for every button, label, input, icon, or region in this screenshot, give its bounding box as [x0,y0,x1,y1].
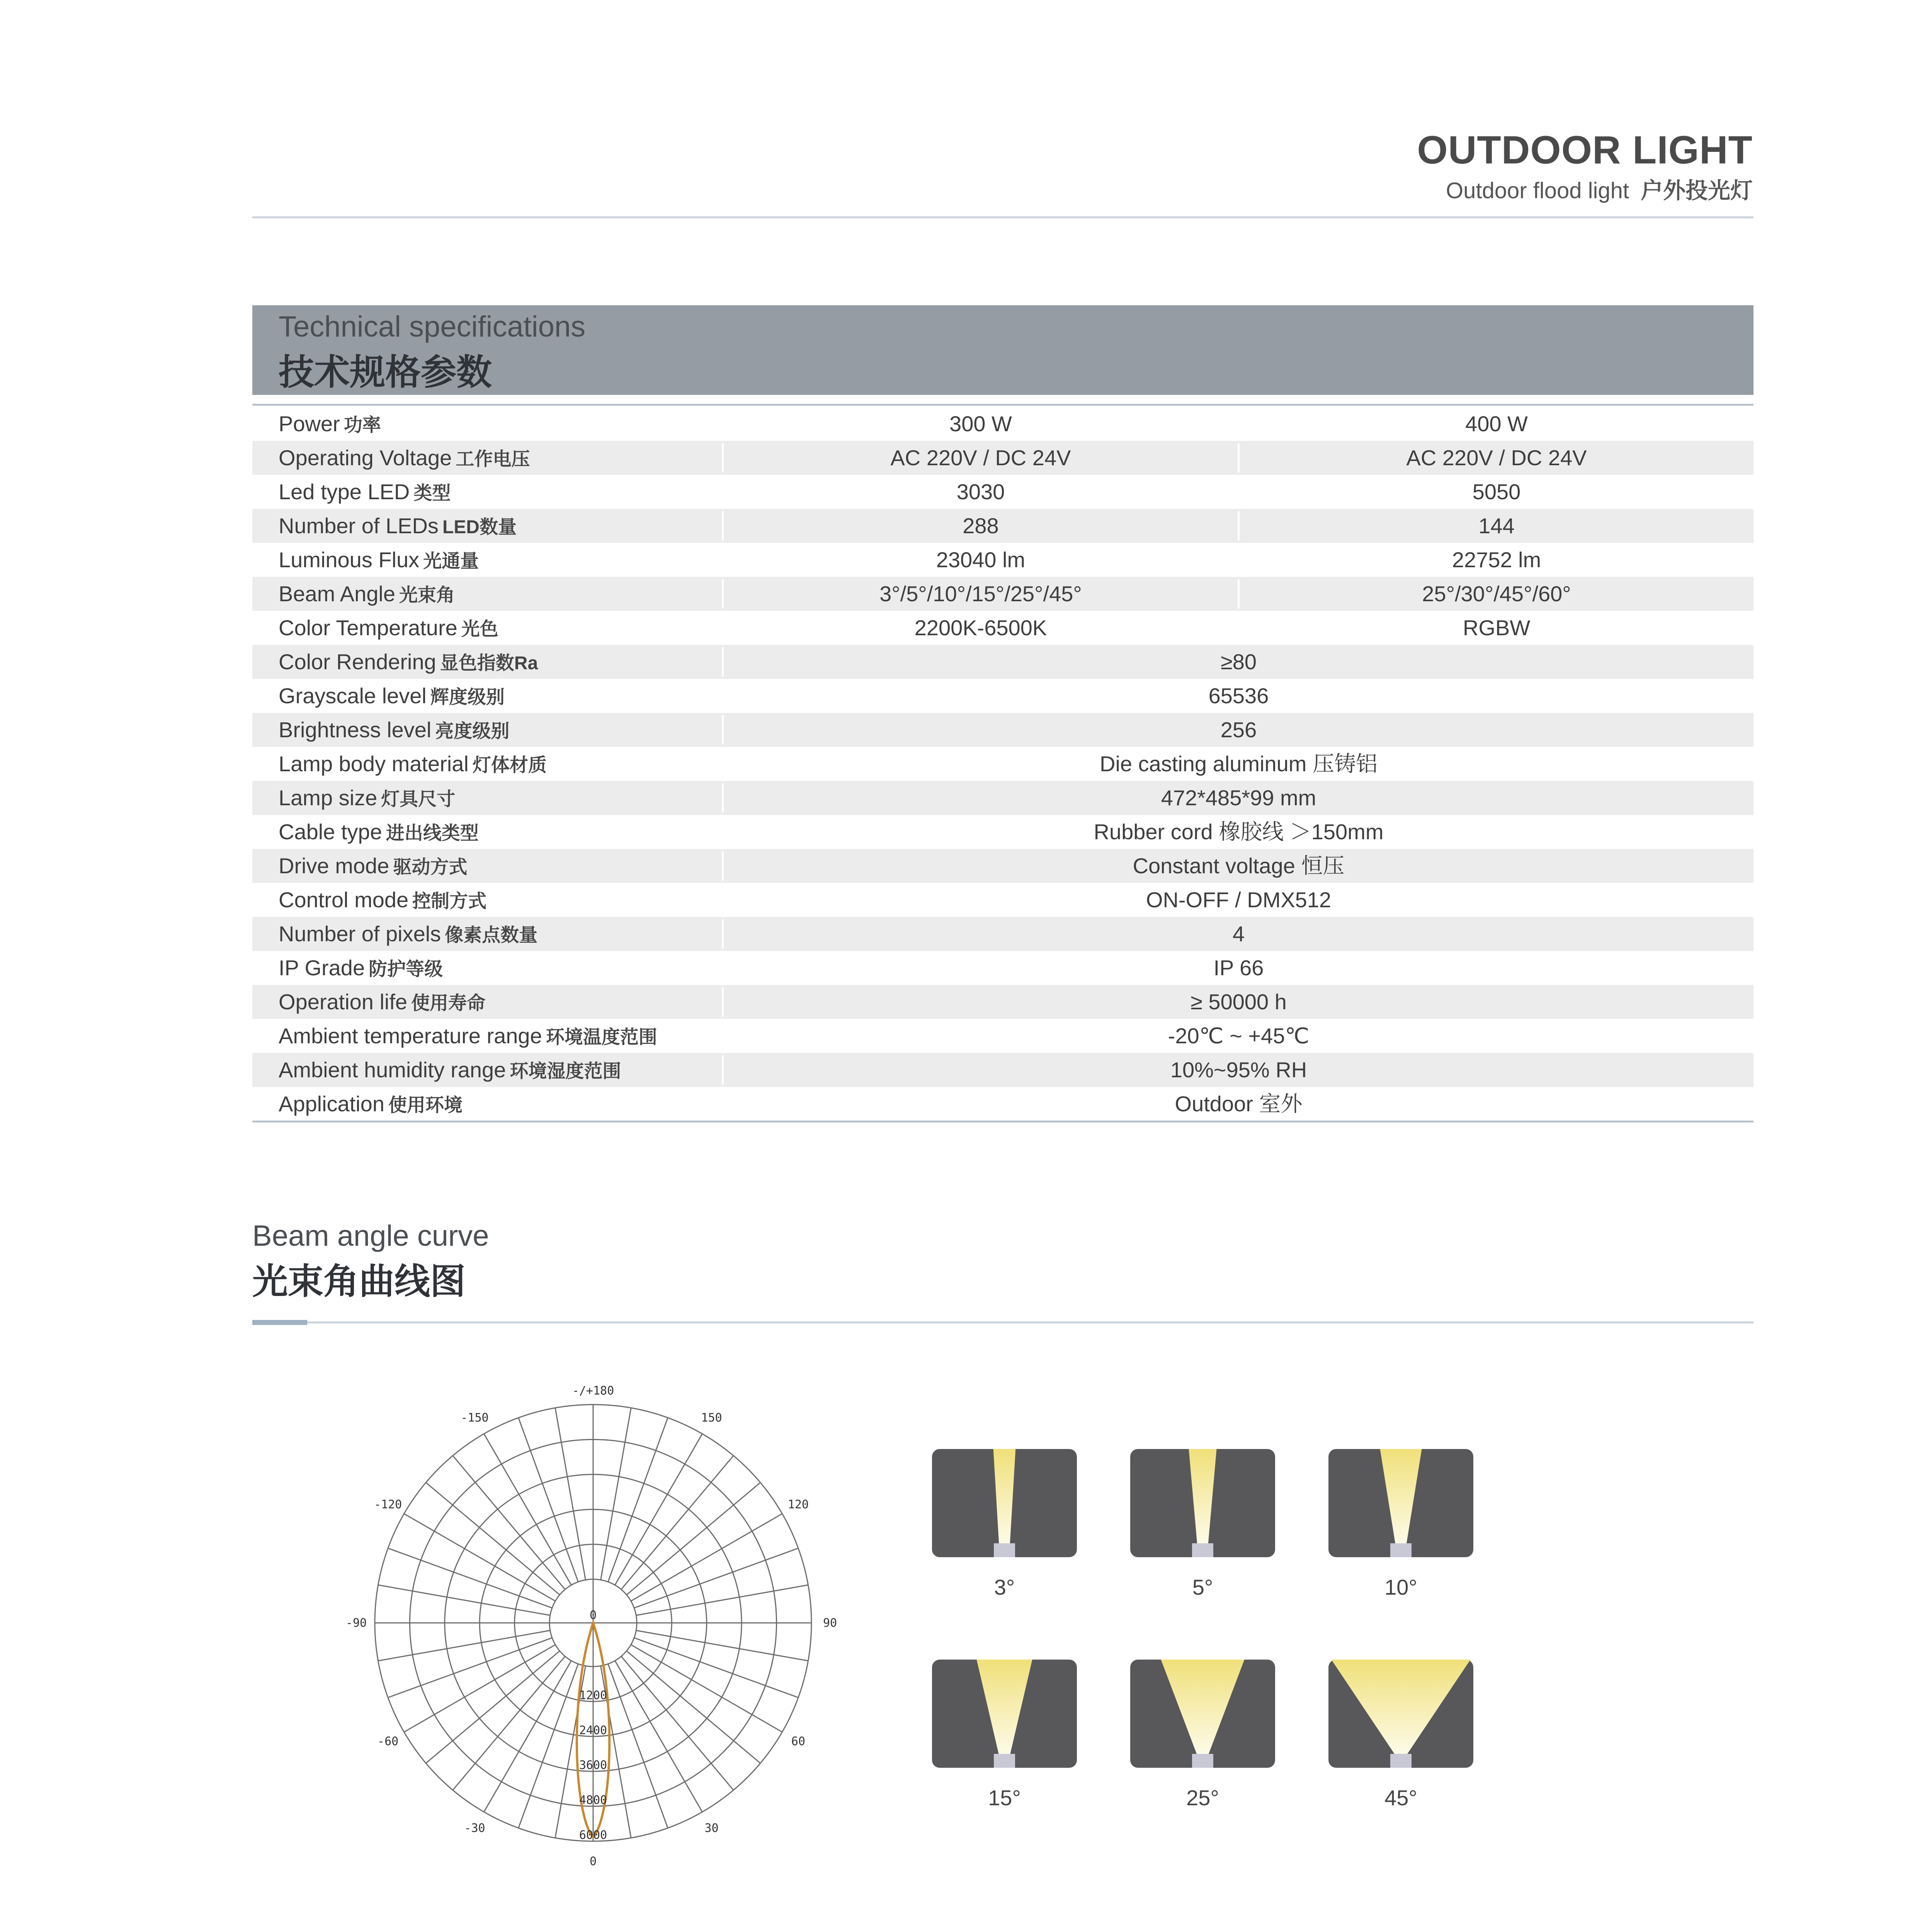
spec-row [252,883,1753,917]
spec-value: ≥80 [1220,650,1257,674]
polar-spoke [636,1631,808,1661]
spec-label-cn: 进出线类型 [386,823,479,844]
spec-value: ON-OFF / DMX512 [1146,888,1332,912]
polar-ring-label: 3600 [579,1759,607,1772]
spec-row [252,475,1753,509]
spec-label-cn: 防护等级 [369,959,443,980]
polar-spoke [453,1656,565,1790]
spec-label [279,441,530,475]
spec-label-en: Ambient temperature range [279,1024,542,1048]
spec-row [252,407,1753,441]
beam-sample-label: 3° [994,1575,1015,1599]
polar-spoke [453,1456,565,1589]
spec-heading-band [252,305,1753,395]
spec-row [252,509,1753,543]
spec-row [252,849,1753,883]
spec-value: 256 [1220,718,1257,742]
spec-label-cn: 环境温度范围 [546,1027,657,1048]
spec-value: 65536 [1208,684,1269,708]
spec-label-en: Grayscale level [279,684,427,708]
spec-label-cn: 控制方式 [412,891,487,912]
spec-value: 10%~95% RH [1170,1058,1307,1082]
spec-label [279,781,455,815]
polar-spoke [378,1585,550,1615]
beam-sample-label: 15° [988,1786,1021,1810]
spec-value-300w: 23040 lm [936,548,1026,572]
spec-label-en: IP Grade [279,956,365,980]
spec-value-400w: 22752 lm [1452,548,1541,572]
spec-label-en: Operating Voltage [279,446,452,470]
polar-spoke [519,1418,578,1582]
spec-label-cn: 类型 [413,483,451,503]
spec-row [252,1087,1753,1121]
polar-label-center: 0 [589,1609,597,1622]
polar-angle-label: 30 [704,1821,719,1835]
spec-label [279,611,498,645]
spec-label-en: Lamp body material [279,752,469,776]
polar-spoke [426,1651,560,1764]
spec-label [279,645,538,679]
spec-label [279,883,486,917]
spec-value: -20℃ ~ +45℃ [1168,1024,1310,1048]
spec-label-en: Power [279,412,340,436]
spec-value-400w: 5050 [1472,480,1521,504]
polar-angle-label: 120 [787,1498,809,1512]
spec-label-cn: 使用寿命 [411,993,486,1014]
lamp-emitter [1192,1543,1213,1557]
spec-label-cn: 灯具尺寸 [381,789,456,810]
spec-label [279,985,485,1019]
polar-spoke [388,1548,552,1608]
page-title: OUTDOOR LIGHT [1417,128,1753,172]
spec-label-cn: 亮度级别 [435,721,510,742]
spec-label-cn: 灯体材质 [472,755,547,776]
beam-sample-label: 10° [1384,1575,1417,1599]
polar-ring-label: 1200 [579,1689,607,1702]
spec-label [279,577,455,611]
spec-value: IP 66 [1213,956,1264,980]
beam-sample-15 [932,1660,1077,1768]
polar-ring-label: 2400 [579,1723,607,1737]
polar-ring-label: 6000 [579,1828,607,1842]
beam-sample-label: 5° [1192,1575,1213,1599]
spec-value: Outdoor 室外 [1175,1092,1303,1116]
spec-label [279,849,467,883]
polar-spoke [634,1548,798,1608]
polar-spoke [378,1631,550,1661]
polar-spoke [634,1638,798,1698]
subtitle-en: Outdoor flood light [1446,178,1629,203]
spec-label-en: Brightness level [279,718,432,742]
spec-value: ≥ 50000 h [1190,990,1287,1014]
polar-beam-chart [325,1376,873,1886]
beam-divider-accent [252,1320,307,1325]
spec-row [252,815,1753,849]
spec-label-cn: 光通量 [423,551,479,571]
lamp-emitter [1390,1754,1412,1768]
spec-row [252,611,1753,645]
beam-sample-25 [1130,1660,1275,1768]
spec-label-cn: 环境湿度范围 [510,1061,621,1082]
spec-label-en: Control mode [279,888,409,912]
polar-spoke [555,1408,585,1580]
spec-label-cn: 驱动方式 [393,857,468,878]
spec-row [252,645,1753,679]
polar-angle-label: 60 [791,1735,805,1748]
polar-angle-label: -120 [374,1498,402,1512]
spec-label [279,951,443,985]
lamp-emitter [994,1543,1015,1557]
spec-top-rule [252,404,1753,406]
spec-label [279,747,547,781]
spec-row [252,951,1753,985]
spec-value: Rubber cord 橡胶线 ＞150mm [1094,820,1384,844]
spec-label-en: Beam Angle [279,582,395,606]
spec-label-en: Drive mode [279,854,389,878]
lamp-emitter [1192,1754,1213,1768]
polar-spoke [621,1656,734,1790]
spec-label-en: Lamp size [279,786,378,810]
spec-value-300w: AC 220V / DC 24V [890,446,1071,470]
spec-bottom-rule [252,1121,1753,1122]
polar-spoke [621,1456,734,1589]
spec-heading-en: Technical specifications [279,310,586,343]
polar-spoke [388,1638,552,1698]
spec-label-cn: 使用环境 [388,1095,463,1116]
lamp-emitter [994,1754,1015,1768]
polar-angle-label: 150 [701,1411,722,1425]
spec-label [279,713,509,747]
spec-row [252,1053,1753,1087]
spec-label [279,917,537,951]
polar-spoke [601,1408,631,1580]
beam-sample-label: 45° [1384,1786,1417,1810]
subtitle-cn: 户外投光灯 [1640,178,1753,203]
beam-sample-5 [1130,1449,1275,1557]
spec-label [279,679,505,713]
spec-row [252,441,1753,475]
spec-label [279,407,381,441]
spec-heading-cn: 技术规格参数 [279,353,492,392]
spec-value-300w: 2200K-6500K [914,616,1047,640]
beam-sample-10 [1328,1449,1473,1557]
beam-heading-cn: 光束角曲线图 [252,1262,466,1301]
spec-row [252,543,1753,577]
spec-label-en: Application [279,1092,384,1116]
spec-row [252,781,1753,815]
spec-row [252,577,1753,611]
spec-label-en: Color Temperature [279,616,457,640]
polar-spoke [608,1418,668,1582]
beam-sample-45 [1328,1660,1473,1768]
spec-value: Constant voltage 恒压 [1133,854,1345,878]
spec-label-en: Color Rendering [279,650,436,674]
spec-row [252,713,1753,747]
polar-spoke [519,1664,578,1828]
polar-angle-label: 90 [823,1616,837,1630]
spec-label [279,1053,621,1087]
beam-sample-3 [932,1449,1077,1557]
spec-label [279,543,479,577]
spec-label-cn: 显色指数Ra [440,653,538,673]
spec-label-en: Number of LEDs [279,514,439,538]
spec-value-400w: AC 220V / DC 24V [1406,446,1587,470]
spec-label-cn: 工作电压 [456,449,530,469]
spec-value-300w: 3030 [956,480,1005,504]
spec-label-cn: 光色 [461,619,498,639]
spec-label [279,1019,657,1053]
spec-label-cn: 光束角 [399,585,455,605]
spec-value-400w: RGBW [1463,616,1531,640]
polar-angle-label: -150 [461,1411,489,1425]
spec-value-300w: 3°/5°/10°/15°/25°/45° [879,582,1082,606]
polar-ring-label: 4800 [579,1793,607,1807]
polar-angle-label: -30 [464,1821,485,1835]
spec-label-en: Ambient humidity range [279,1058,506,1082]
polar-spoke [627,1651,760,1764]
spec-row [252,985,1753,1019]
header-divider [252,216,1753,218]
spec-value: Die casting aluminum 压铸铝 [1100,752,1378,776]
spec-value-400w: 25°/30°/45°/60° [1422,582,1571,606]
page-subtitle [1446,172,1753,205]
spec-value-300w: 288 [963,514,999,538]
lamp-emitter [1390,1543,1412,1557]
polar-spoke [426,1483,560,1595]
spec-value-300w: 300 W [949,412,1012,436]
spec-label-cn: 辉度级别 [430,687,505,707]
polar-spoke [608,1664,668,1828]
spec-label-cn: 像素点数量 [445,925,538,946]
beam-heading-en: Beam angle curve [252,1219,489,1252]
spec-value-400w: 400 W [1465,412,1528,436]
spec-label-en: Luminous Flux [279,548,420,572]
polar-angle-label: -90 [345,1616,367,1630]
spec-row [252,1019,1753,1053]
spec-label-en: Number of pixels [279,922,441,946]
spec-label-cn: 功率 [344,415,381,435]
spec-row [252,679,1753,713]
spec-value: 472*485*99 mm [1161,786,1316,810]
spec-label [279,815,479,849]
spec-row [252,747,1753,781]
spec-label-cn: LED数量 [442,517,517,537]
spec-label [279,509,517,543]
spec-label-en: Operation life [279,990,408,1014]
spec-row [252,917,1753,951]
polar-label-bottom: 0 [589,1855,597,1868]
spec-value-400w: 144 [1478,514,1515,538]
spec-label-en: Cable type [279,820,382,844]
spec-table [252,407,1753,1121]
spec-label [279,1087,463,1121]
polar-spoke [636,1585,808,1615]
spec-label [279,475,451,509]
polar-label-top: -/+180 [572,1384,614,1398]
spec-value: 4 [1232,922,1245,946]
polar-spoke [627,1483,760,1595]
spec-label-en: Led type LED [279,480,410,504]
beam-sample-label: 25° [1186,1786,1219,1810]
polar-angle-label: -60 [378,1735,399,1748]
beam-divider [252,1321,1753,1323]
